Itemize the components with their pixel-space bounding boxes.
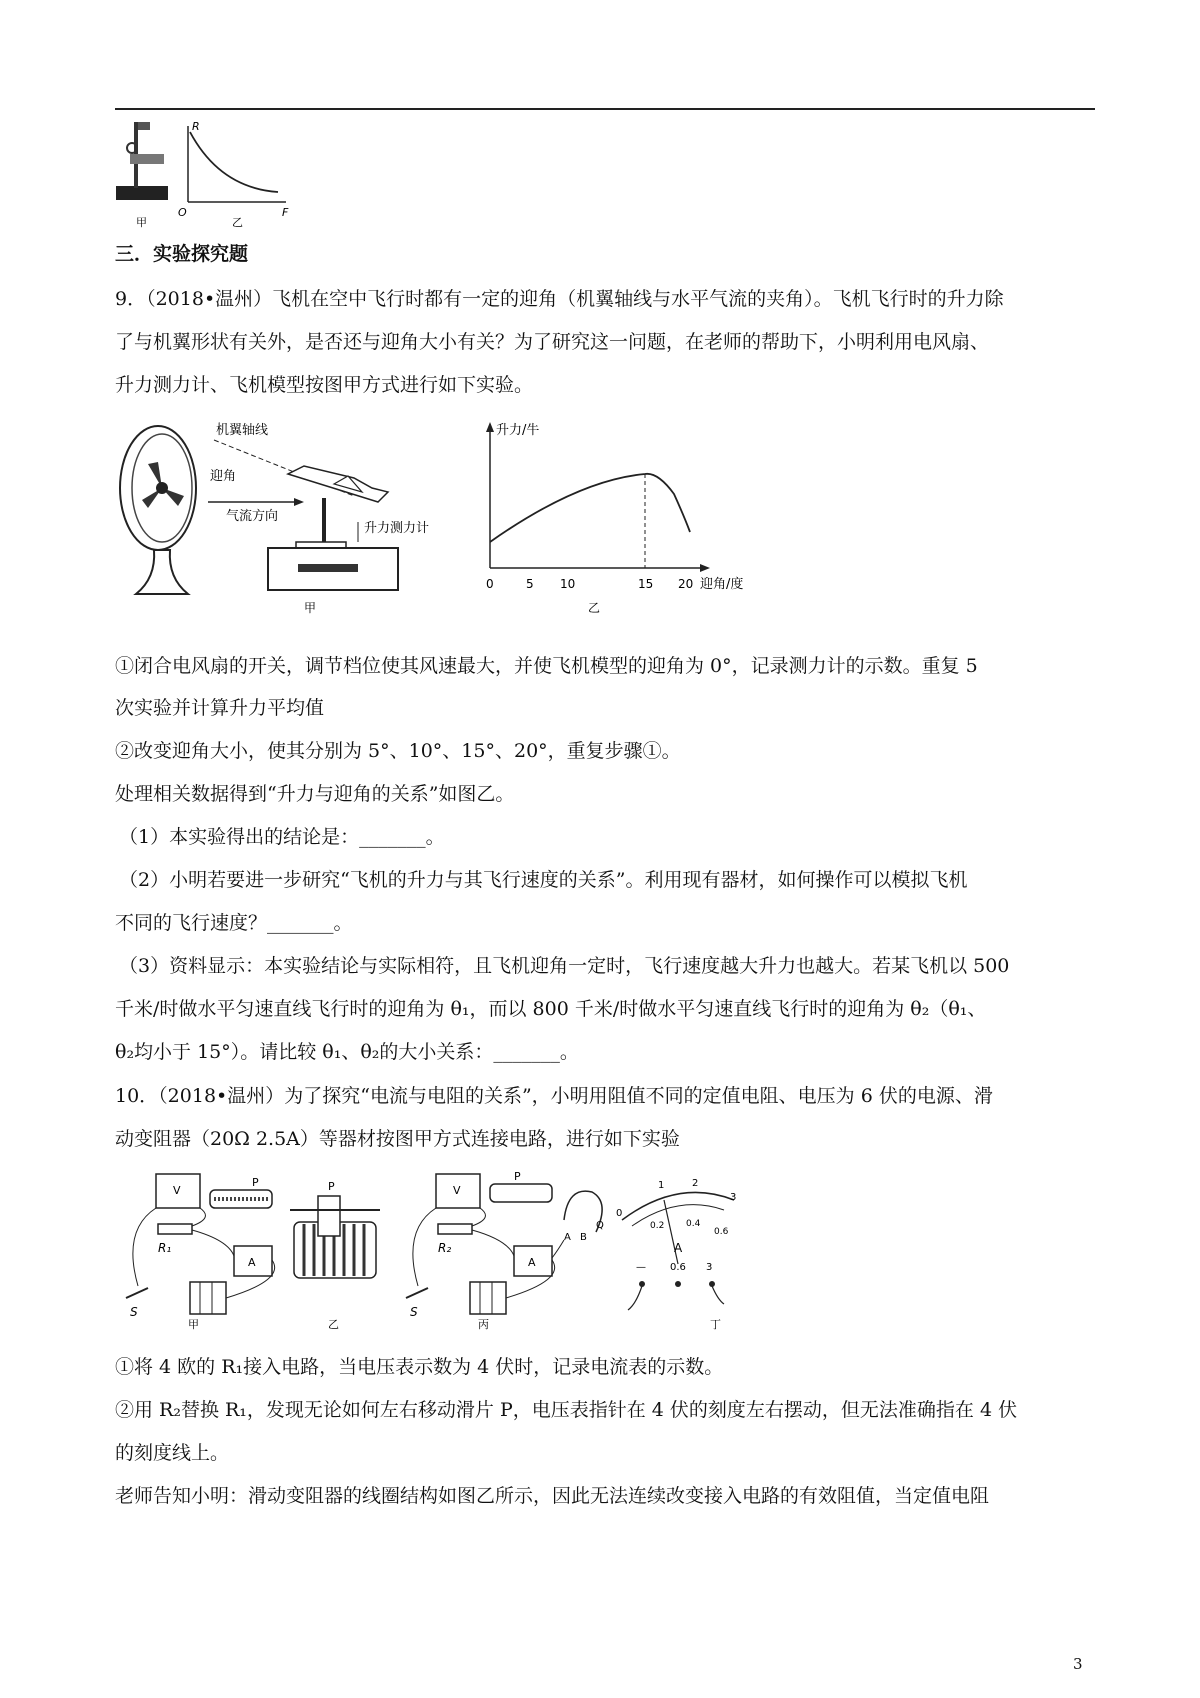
voltmeter-label-jia: V [173, 1184, 181, 1197]
q9-process: 处理相关数据得到“升力与迎角的关系”如图乙。 [115, 783, 515, 805]
tick-0: 0 [486, 577, 494, 591]
dial-label-04: 0.4 [686, 1219, 701, 1229]
q9-sub3-line1: （3）资料显示：本实验结论与实际相符，且飞机迎角一定时，飞行速度越大升力也越大。若某飞机以 500 [119, 955, 1010, 977]
terminal-label-3: 3 [706, 1262, 713, 1273]
resistor-label-r1: R₁ [158, 1241, 172, 1255]
header-rule [115, 108, 1095, 110]
q10-step2-line2: 的刻度线上。 [115, 1442, 230, 1464]
ammeter-label-jia: A [248, 1256, 256, 1269]
caption-bing: 丙 [478, 1318, 489, 1330]
caption-yi: 乙 [328, 1318, 339, 1330]
ammeter-dial-ding [616, 1178, 736, 1330]
q10-line2: 动变阻器（20Ω 2.5A）等器材按图甲方式连接电路，进行如下实验 [115, 1128, 680, 1150]
label-lift-meter: 升力测力计 [364, 521, 430, 536]
ammeter-label-ding: A [674, 1241, 683, 1255]
figure-top-r-f [110, 118, 330, 230]
q9-line3: 升力测力计、飞机模型按图甲方式进行如下实验。 [115, 374, 534, 396]
dial-label-3: 3 [730, 1192, 737, 1203]
tick-20: 20 [678, 577, 694, 591]
q9-line2: 了与机翼形状有关外，是否还与迎角大小有关？为了研究这一问题，在老师的帮助下，小明利用电风扇、 [115, 331, 990, 353]
q10-step1: ①将 4 欧的 R₁接入电路，当电压表示数为 4 伏时，记录电流表的示数。 [115, 1356, 724, 1378]
fig-q9-yi-caption: 乙 [588, 601, 601, 615]
caption-ding: 丁 [710, 1318, 721, 1330]
page-number: 3 [1073, 1655, 1083, 1673]
point-label-a: A [564, 1232, 571, 1243]
slider-label-bing: P [514, 1170, 521, 1183]
q9-sub3-line3: θ₂均小于 15°）。请比较 θ₁、θ₂的大小关系：_______。 [115, 1041, 579, 1063]
stand-apparatus [116, 122, 168, 200]
figure-q9-jia [118, 418, 448, 618]
circuit-jia [126, 1174, 275, 1330]
terminal-label-06: 0.6 [670, 1262, 686, 1273]
label-attack-angle: 迎角 [210, 469, 237, 484]
switch-label-bing: S [410, 1305, 418, 1319]
point-label-q: Q [596, 1220, 604, 1231]
terminal-label-minus: — [636, 1262, 646, 1273]
ammeter-label-bing: A [528, 1256, 536, 1269]
q9-step1-line2: 次实验并计算升力平均值 [115, 697, 325, 719]
axis-label-f: F [282, 206, 289, 219]
q9-step2: ②改变迎角大小，使其分别为 5°、10°、15°、20°，重复步骤①。 [115, 740, 681, 762]
slider-label-yi: P [328, 1180, 335, 1193]
q9-sub3-line2: 千米/时做水平匀速直线飞行时的迎角为 θ₁，而以 800 千米/时做水平匀速直线飞行时的迎角为 θ₂（θ₁、 [115, 998, 987, 1020]
figure-q10-circuits [118, 1170, 818, 1330]
tick-10: 10 [560, 577, 576, 591]
q10-line1: 10．（2018•温州）为了探究“电流与电阻的关系”，小明用阻值不同的定值电阻、电压为 6 伏的电源、滑 [115, 1085, 993, 1107]
slider-label-jia: P [252, 1176, 259, 1189]
switch-label-jia: S [130, 1305, 138, 1319]
label-wing-axis: 机翼轴线 [216, 423, 269, 438]
dial-label-06: 0.6 [714, 1227, 729, 1237]
label-airflow: 气流方向 [226, 509, 279, 524]
q9-sub2-line1: （2）小明若要进一步研究“飞机的升力与其飞行速度的关系”。利用现有器材，如何操作可以模拟飞机 [119, 869, 968, 891]
axis-label-r: R [192, 120, 200, 133]
circuit-yi-coil [290, 1180, 380, 1330]
resistor-label-r2: R₂ [438, 1241, 452, 1255]
q9-step1-line1: ①闭合电风扇的开关，调节档位使其风速最大，并使飞机模型的迎角为 0°，记录测力计的示数。重复 5 [115, 655, 978, 677]
origin-label: O [178, 206, 187, 219]
circuit-bing [406, 1170, 604, 1330]
caption-jia: 甲 [188, 1318, 199, 1330]
q9-sub2-line2: 不同的飞行速度？_______。 [115, 912, 353, 934]
fig-top-label-yi: 乙 [232, 216, 243, 229]
q9-sub1: （1）本实验得出的结论是：_______。 [119, 826, 445, 848]
dial-label-2: 2 [692, 1178, 699, 1189]
q10-teacher: 老师告知小明：滑动变阻器的线圈结构如图乙所示，因此无法连续改变接入电路的有效阻值，当定值电阻 [115, 1485, 990, 1507]
dial-label-0: 0 [616, 1208, 623, 1219]
r-f-curve [190, 132, 278, 192]
plane-model [288, 466, 388, 502]
dial-label-1: 1 [658, 1180, 665, 1191]
dial-label-02: 0.2 [650, 1221, 665, 1231]
tick-15: 15 [638, 577, 654, 591]
lift-curve [490, 474, 690, 542]
tick-5: 5 [526, 577, 534, 591]
axis-label-angle: 迎角/度 [700, 577, 744, 592]
fig-q9-jia-caption: 甲 [304, 601, 317, 615]
point-label-b: B [580, 1232, 587, 1243]
section-title: 三．实验探究题 [115, 243, 249, 265]
axis-label-lift: 升力/牛 [496, 423, 540, 438]
voltmeter-label-bing: V [453, 1184, 461, 1197]
q9-line1: 9．（2018•温州）飞机在空中飞行时都有一定的迎角（机翼轴线与水平气流的夹角）。飞机飞行时的升力除 [115, 288, 1004, 310]
q10-step2-line1: ②用 R₂替换 R₁，发现无论如何左右移动滑片 P，电压表指针在 4 伏的刻度左右摆动，但无法准确指在 4 伏 [115, 1399, 1018, 1421]
electric-fan [120, 426, 196, 594]
figure-q9-yi [478, 420, 798, 620]
fig-top-label-jia: 甲 [136, 216, 147, 229]
